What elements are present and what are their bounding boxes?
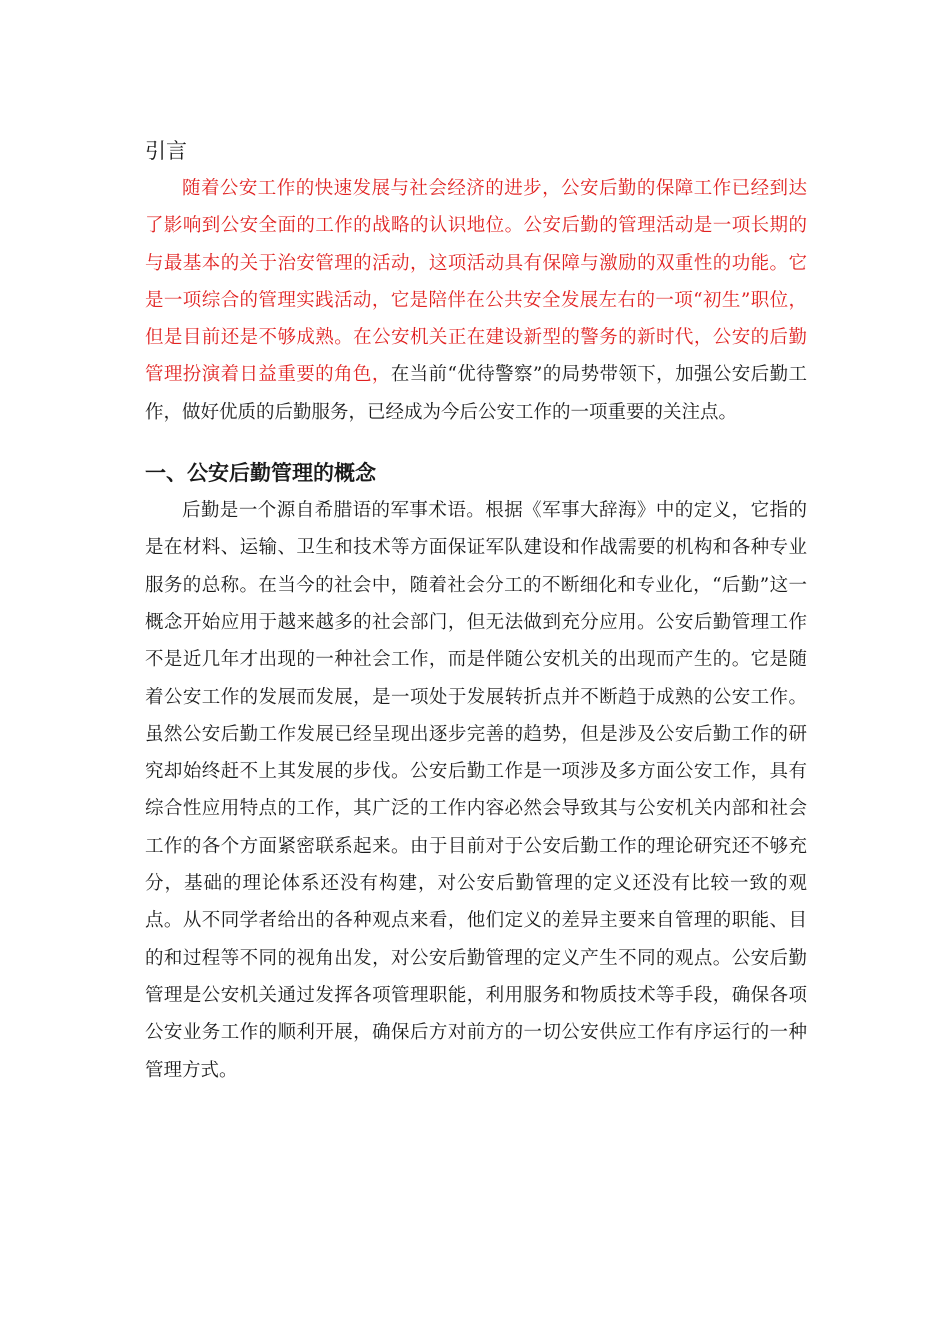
section-1-paragraph: 后勤是一个源自希腊语的军事术语。根据《军事大辞海》中的定义，它指的是在材料、运输、卫生和技术等方面保证军队建设和作战需要的机构和各种专业服务的总称。在当今的社会中，随着社会分工的不断细化和专业化，“后勤”这一概念开始应用于越来越多的社会部门，但无法做到充分应用。公安后勤管理工作不是近几年才出现的一种社会工作，而是伴随公安机关的出现而产生的。它是随着公安工作的发展而发展，是一项处于发展转折点并不断趋于成熟的公安工作。虽然公安后勤工作发展已经呈现出逐步完善的趋势，但是涉及公安后勤工作的研究却始终赶不上其发展的步伐。公安后勤工作是一项涉及多方面公安工作，具有综合性应用特点的工作，其广泛的工作内容必然会导致其与公安机关内部和社会工作的各个方面紧密联系起来。由于目前对于公安后勤工作的理论研究还不够充分，基础的理论体系还没有构建，对公安后勤管理的定义还没有比较一致的观点。从不同学者给出的各种观点来看，他们定义的差异主要来自管理的职能、目的和过程等不同的视角出发，对公安后勤管理的定义产生不同的观点。公安后勤管理是公安机关通过发挥各项管理职能，利用服务和物质技术等手段，确保各项公安业务工作的顺利开展，确保后方对前方的一切公安供应工作有序运行的一种管理方式。 [145,500,807,1081]
intro-heading: 引言 [145,139,187,163]
intro-black-text: 在当前“优待警察”的局势带领下，加强公安后勤工作，做好优质的后勤服务，已经成为今后公安工作的一项重要的关注点。 [145,364,807,423]
intro-red-text: 随着公安工作的快速发展与社会经济的进步，公安后勤的保障工作已经到达了影响到公安全面的工作的战略的认识地位。公安后勤的管理活动是一项长期的与最基本的关于治安管理的活动，这项活动具有保障与激励的双重性的功能。它是一项综合的管理实践活动，它是陪伴在公共安全发展左右的一项“初生”职位，但是目前还是不够成熟。在公安机关正在建设新型的警务的新时代，公安的后勤管理扮演着日益重要的角色， [145,178,807,386]
intro-paragraph [145,170,807,431]
document-content [145,133,807,1089]
section-1-heading: 一、公安后勤管理的概念 [145,461,376,486]
